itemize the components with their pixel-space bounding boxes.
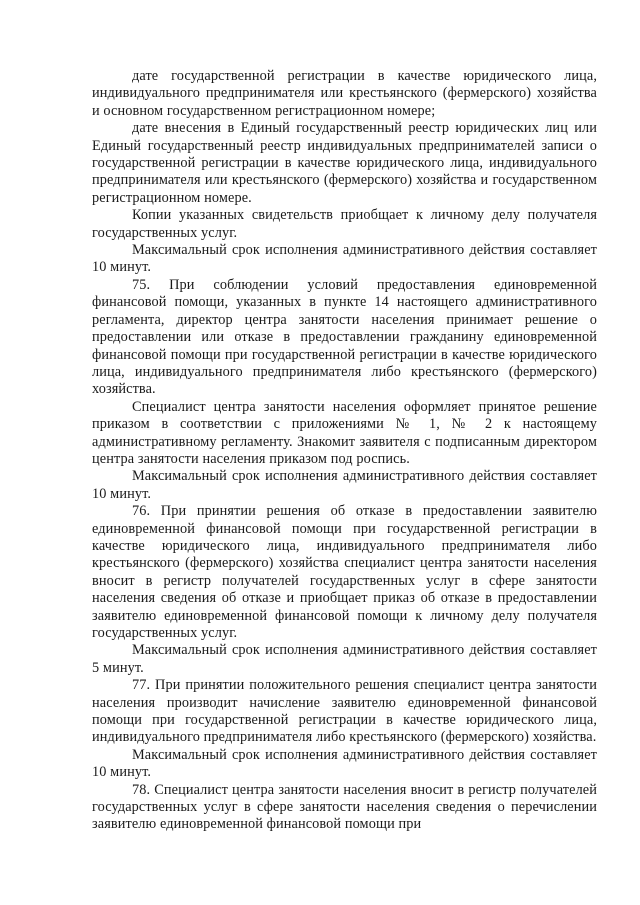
paragraph-registration-date: дате государственной регистрации в качестве юридического лица, индивидуального предпринимателя или крестьянского (фермерского) хозяйства и основном государственном регистрационном номере; <box>92 68 597 119</box>
paragraph-item-76: 76. При принятии решения об отказе в предоставлении заявителю единовременной финансовой помощи при государственной регистрации в качестве юридического лица, индивидуального предпринимателя либо крестьянского (фермерского) хозяйства специалист центра занятости населения вносит в регистр получателей государственных услуг в сфере занятости населения сведения об отказе и приобщает приказ об отказе в предоставлении заявителю единовременной финансовой помощи к личному делу получателя государственных услуг. <box>92 503 597 641</box>
paragraph-item-77: 77. При принятии положительного решения специалист центра занятости населения производит начисление заявителю единовременной финансовой помощи при государственной регистрации в качестве юридического лица, индивидуального предпринимателя либо крестьянского (фермерского) хозяйства. <box>92 677 597 746</box>
paragraph-max-time: Максимальный срок исполнения административного действия составляет 10 минут. <box>92 746 597 781</box>
paragraph-max-time: Максимальный срок исполнения административного действия составляет 10 минут. <box>92 468 597 502</box>
paragraph-certificate-copies: Копии указанных свидетельств приобщает к личному делу получателя государственных услуг. <box>92 207 597 241</box>
paragraph-max-time: Максимальный срок исполнения административного действия составляет 5 минут. <box>92 642 597 676</box>
paragraph-item-75: 75. При соблюдении условий предоставления единовременной финансовой помощи, указанных в пункте 14 настоящего административного регламента, директор центра занятости населения принимает решение о предоставлении или отказе в предоставлении гражданину единовременной финансовой помощи при государственной регистрации в качестве юридического лица, индивидуального предпринимателя либо крестьянского (фермерского) хозяйства. <box>92 276 597 398</box>
document-body <box>92 68 597 834</box>
paragraph-max-time: Максимальный срок исполнения административного действия составляет 10 минут. <box>92 242 597 276</box>
paragraph-item-78: 78. Специалист центра занятости населения вносит в регистр получателей государственных услуг в сфере занятости населения сведения о перечислении заявителю единовременной финансовой помощи при <box>92 781 597 833</box>
paragraph-registry-entry-date: дате внесения в Единый государственный реестр юридических лиц или Единый государственный реестр индивидуальных предпринимателей записи о государственной регистрации в качестве юридического лица, индивидуального предпринимателя или крестьянского (фермерского) хозяйства и государственном регистрационном номере. <box>92 120 597 206</box>
paragraph-order-specialist: Специалист центра занятости населения оформляет принятое решение приказом в соответствии с приложениями № 1, № 2 к настоящему административному регламенту. Знакомит заявителя с подписанным директором центра занятости населения приказом под роспись. <box>92 398 597 467</box>
